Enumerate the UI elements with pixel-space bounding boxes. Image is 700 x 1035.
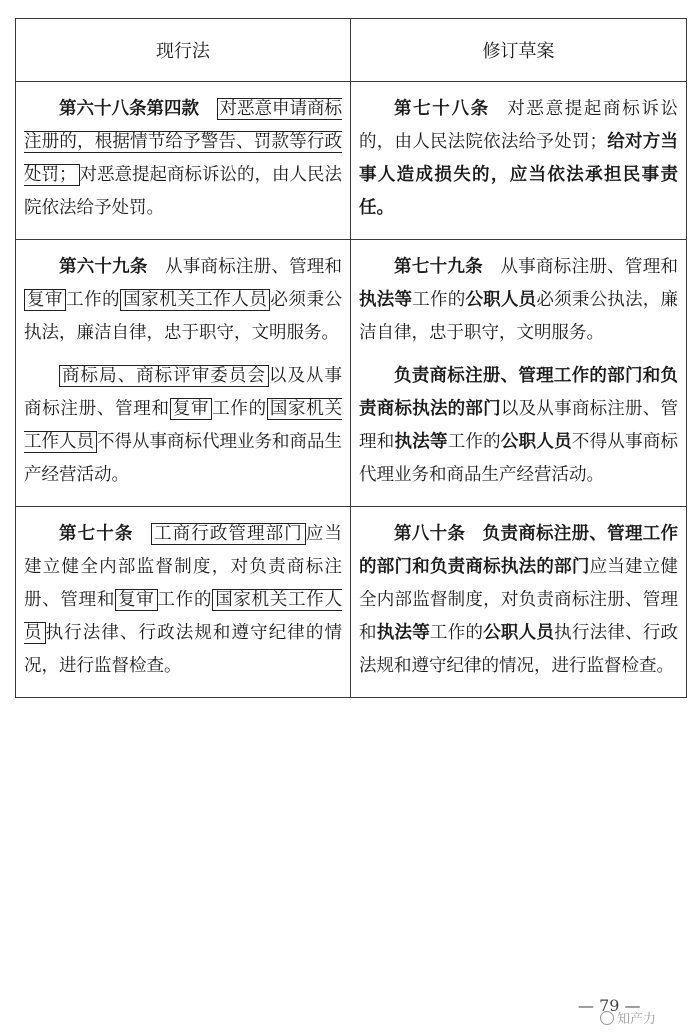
comparison-table	[15, 18, 687, 698]
table-row	[16, 82, 687, 240]
header-current-law: 现行法	[16, 19, 351, 82]
text-segment: 对恶意提起商标诉讼的，由人民法院依法给予处罚。	[24, 165, 342, 218]
header-draft-revision: 修订草案	[351, 19, 687, 82]
bold-text: 公职人员	[465, 290, 537, 310]
boxed-text: 复审	[115, 589, 157, 611]
bold-text: 公职人员	[500, 432, 572, 452]
article-paragraph	[24, 251, 342, 350]
table-header-row	[16, 19, 687, 82]
bold-text: 公职人员	[483, 623, 555, 643]
bold-text: 负责商标注册、管理工作的部门和负责商标执法的部门	[359, 366, 678, 419]
text-segment: 工作的	[212, 399, 267, 419]
current-law-cell	[16, 240, 351, 507]
text-segment: 从事商标注册、管理和	[500, 257, 679, 277]
text-segment: 工作的	[412, 290, 466, 310]
text-segment: 工作的	[429, 623, 484, 643]
article-paragraph	[24, 360, 342, 492]
current-law-cell	[16, 82, 351, 240]
current-law-cell	[16, 507, 351, 698]
text-segment: 工作的	[66, 290, 121, 310]
article-number: 第七十条	[59, 524, 134, 544]
text-segment: 应当建立健全内部监督制度，对负责商标注册、管理和	[359, 557, 679, 643]
bold-text: 执法等	[394, 432, 448, 452]
text-segment: 以及从事商标注册、管理和	[24, 366, 343, 419]
text-segment: 必须秉公执法，廉洁自律，忠于职守，文明服务。	[359, 290, 679, 343]
text-segment: 对恶意提起商标诉讼的，由人民法院依法给予处罚；	[359, 99, 679, 152]
watermark	[600, 1008, 656, 1027]
article-number: 第六十八条第四款	[59, 99, 199, 119]
draft-revision-cell	[351, 82, 687, 240]
boxed-text: 复审	[170, 398, 212, 420]
text-segment: 不得从事商标代理业务和商品生产经营活动。	[359, 432, 679, 485]
article-number: 第七十九条	[394, 257, 483, 277]
table-row	[16, 507, 687, 698]
boxed-text: 国家机关工作人员	[24, 399, 342, 452]
watermark-text: 知产力	[617, 1012, 657, 1027]
draft-revision-cell	[351, 507, 687, 698]
table-row	[16, 240, 687, 507]
article-paragraph	[359, 251, 678, 350]
article-paragraph	[24, 518, 342, 683]
boxed-text: 国家机关工作人员	[24, 590, 342, 643]
text-segment: 必须秉公执法，廉洁自律，忠于职守，文明服务。	[24, 290, 342, 343]
article-paragraph	[359, 518, 678, 683]
table-body	[16, 82, 687, 698]
text-segment: 工作的	[157, 590, 213, 610]
article-paragraph	[359, 360, 678, 492]
boxed-text: 商标局、商标评审委员会	[59, 365, 269, 387]
bold-text: 执法等	[376, 623, 430, 643]
boxed-text: 工商行政管理部门	[151, 523, 306, 545]
text-segment: 以及从事商标注册、管理和	[359, 399, 679, 452]
bold-text: 负责商标注册、管理工作的部门和负责商标执法的部门	[359, 524, 679, 577]
article-number: 第七十八条	[394, 99, 490, 119]
text-segment: 工作的	[447, 432, 501, 452]
boxed-text: 对恶意申请商标注册的，根据情节给予警告、罚款等行政处罚；	[24, 99, 342, 185]
text-segment: 执行法律、行政法规和遵守纪律的情况，进行监督检查。	[359, 623, 679, 676]
article-number: 第八十条	[394, 524, 466, 544]
text-segment: 不得从事商标代理业务和商品生产经营活动。	[24, 432, 342, 485]
text-segment: 应当建立健全内部监督制度，对负责商标注册、管理和	[24, 524, 343, 610]
boxed-text: 国家机关工作人员	[120, 289, 270, 311]
boxed-text: 复审	[24, 289, 66, 311]
weibo-logo-icon	[600, 1011, 614, 1025]
page-number: — 79 —	[578, 996, 641, 1015]
text-segment: 执行法律、行政法规和遵守纪律的情况，进行监督检查。	[24, 623, 342, 676]
bold-text: 执法等	[359, 290, 413, 310]
article-paragraph	[24, 93, 342, 225]
text-segment: 从事商标注册、管理和	[165, 257, 343, 277]
article-number: 第六十九条	[59, 257, 148, 277]
draft-revision-cell	[351, 240, 687, 507]
article-paragraph	[359, 93, 678, 225]
bold-text: 给对方当事人造成损失的，应当依法承担民事责任。	[359, 132, 679, 218]
